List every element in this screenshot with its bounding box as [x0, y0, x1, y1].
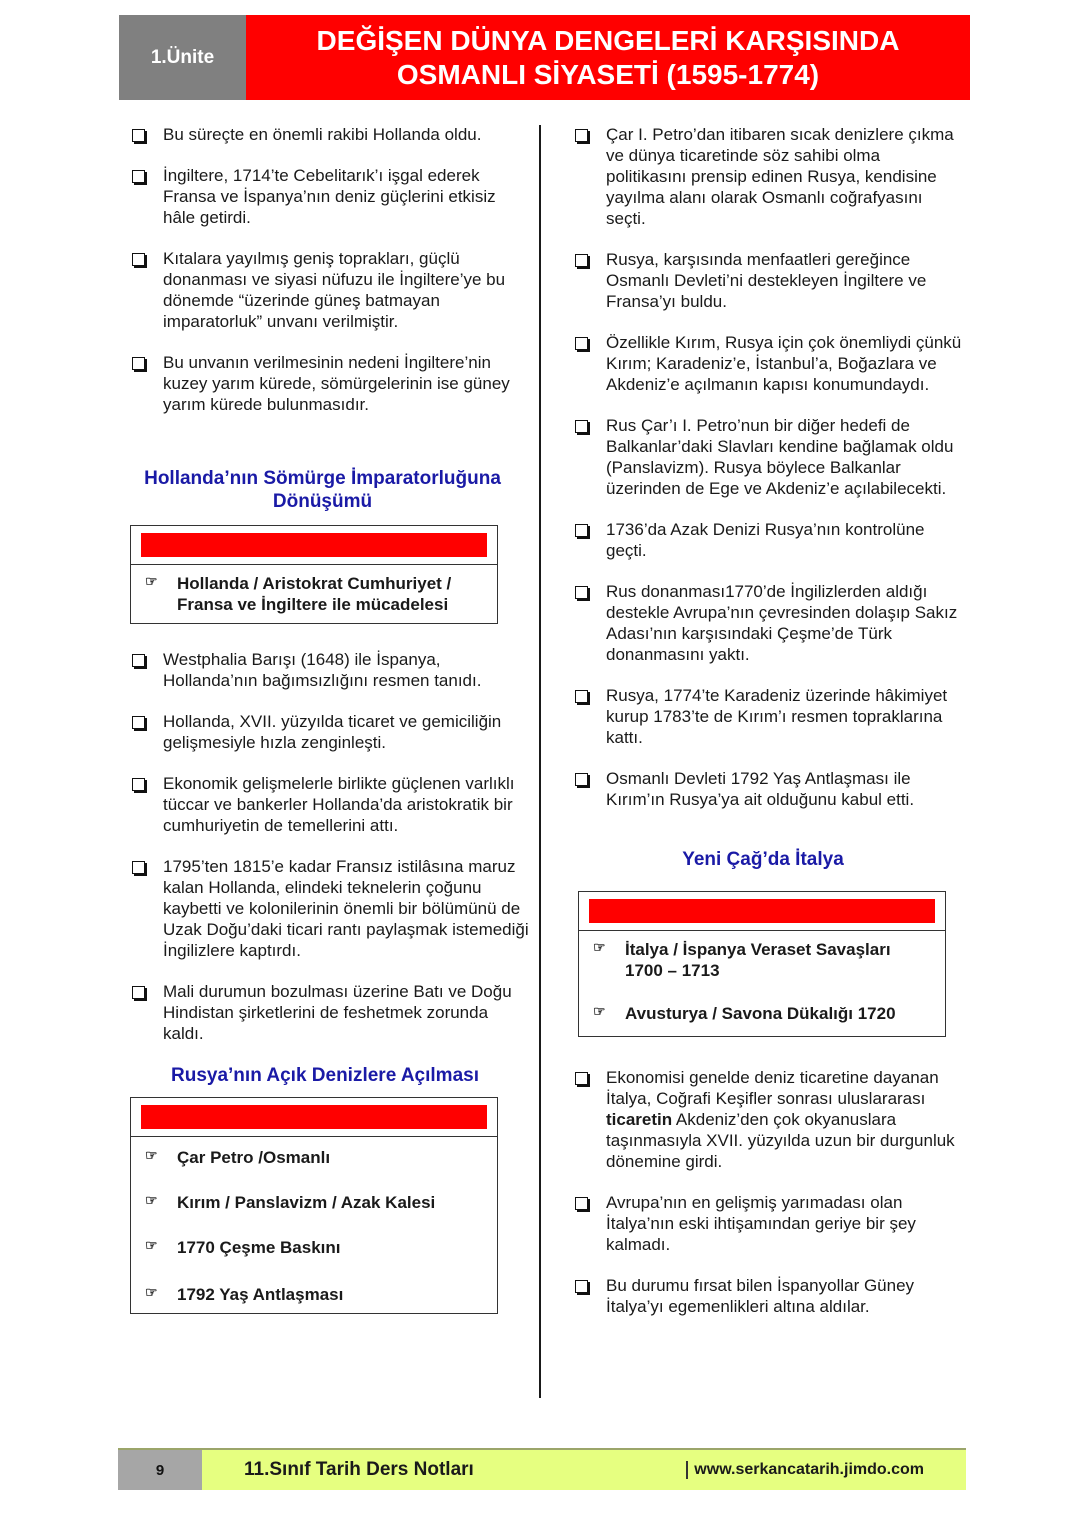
bullet-item	[130, 248, 530, 332]
section-title-line-2: Dönüşümü	[272, 491, 373, 512]
bullet-text: Bu unvanın verilmesinin nedeni İngiltere’nin kuzey yarım kürede, sömürgelerinin ise güney yarım kürede bulunmasıdır.	[163, 353, 510, 414]
page-title-line-1: DEĞİŞEN DÜNYA DENGELERİ KARŞISINDA	[316, 24, 900, 56]
bullet-item	[573, 768, 963, 810]
pointing-hand-icon: ☞	[593, 1003, 606, 1019]
bullet-text-part: Akdeniz’den çok okyanuslara taşınmasıyla XVII. yüzyılda uzun bir durgunluk dönemine girdi.	[606, 1110, 955, 1171]
section-title-russia: Rusya’nın Açık Denizlere Açılması	[171, 1065, 479, 1086]
pointing-hand-icon: ☞	[145, 1237, 158, 1253]
key-terms-list	[579, 931, 945, 1036]
bullet-item	[573, 124, 963, 229]
red-bar	[141, 1105, 487, 1129]
section-title-line-1: Hollanda’nın Sömürge İmparatorluğuna	[144, 468, 501, 489]
pointing-hand-icon: ☞	[145, 573, 158, 589]
bullet-item	[130, 352, 530, 415]
checkbox-square-icon	[132, 170, 145, 183]
bullet-text: Avrupa’nın en gelişmiş yarımadası olan İtalya’nın eski ihtişamından geriye bir şey kalmadı.	[606, 1193, 916, 1254]
bullet-item	[573, 249, 963, 312]
bullet-item	[130, 165, 530, 228]
key-term	[145, 573, 483, 615]
key-term	[145, 1147, 483, 1168]
checkbox-square-icon	[575, 524, 588, 537]
bullet-text: Westphalia Barışı (1648) ile İspanya, Hollanda’nın bağımsızlığını resmen tanıdı.	[163, 650, 482, 690]
unit-label: 1.Ünite	[119, 15, 246, 100]
footer-title: 11.Sınıf Tarih Ders Notları	[244, 1459, 474, 1480]
checkbox-square-icon	[575, 254, 588, 267]
red-bar	[589, 899, 935, 923]
red-bar	[141, 533, 487, 557]
checkbox-square-icon	[132, 357, 145, 370]
bullet-text: Özellikle Kırım, Rusya için çok önemliydi çünkü Kırım; Karadeniz’e, İstanbul’a, Boğazlara ve Akdeniz’e açılmanın kapısı konumundaydı.	[606, 333, 962, 394]
key-terms-box-italy	[578, 891, 946, 1037]
checkbox-square-icon	[132, 129, 145, 142]
key-term	[593, 939, 931, 981]
red-bar-wrap	[131, 526, 497, 565]
bullet-text: Mali durumun bozulması üzerine Batı ve Doğu Hindistan şirketlerini de feshetmek zorunda kaldı.	[163, 982, 512, 1043]
bullet-item	[130, 124, 530, 145]
bullet-item	[573, 685, 963, 748]
checkbox-square-icon	[132, 654, 145, 667]
bullet-text: Rus donanması1770’de İngilizlerden aldığı destekle Avrupa’nın çevresinden dolaşıp Sakız Adası’nın karşısındaki Çeşme’de Türk donanmasını yaktı.	[606, 582, 958, 664]
bullet-text: 1795’ten 1815’e kadar Fransız istilâsına maruz kalan Hollanda, elindeki teknelerin çoğunu kaybetti ve kolonilerinin önemli bir bölümünü de Uzak Doğu’daki ticari rantı paylaşmak istemediği İngilizlere kaptırdı.	[163, 857, 529, 960]
key-term-text: İtalya / İspanya Veraset Savaşları 1700 – 1713	[625, 940, 891, 980]
checkbox-square-icon	[132, 253, 145, 266]
bullet-item	[573, 1067, 963, 1172]
key-term	[145, 1284, 483, 1305]
checkbox-square-icon	[132, 778, 145, 791]
red-bar-wrap	[131, 1098, 497, 1137]
bullet-text: Rusya, 1774’te Karadeniz üzerinde hâkimiyet kurup 1783’te de Kırım’ı resmen topraklarına kattı.	[606, 686, 948, 747]
bullet-text: Rusya, karşısında menfaatleri gereğince Osmanlı Devleti’ni destekleyen İngiltere ve Fransa’yı buldu.	[606, 250, 927, 311]
key-term	[145, 1192, 483, 1213]
bullet-item	[573, 415, 963, 499]
bullet-text: Rus Çar’ı I. Petro’nun bir diğer hedefi de Balkanlar’daki Slavları kendine bağlamak oldu (Panslavizm). Rusya böylece Balkanlar üzerinden de Ege ve Akdeniz’e açılabilecekti.	[606, 416, 954, 498]
left-column	[130, 124, 530, 1314]
bullet-text: Kıtalara yayılmış geniş toprakları, güçlü donanması ve siyasi nüfuzu ile İngiltere’ye bu dönemde “üzerinde güneş batmayan imparatorluk” unvanı verilmiştir.	[163, 249, 506, 331]
checkbox-square-icon	[575, 586, 588, 599]
section-title-holland	[130, 467, 515, 513]
red-bar-wrap	[579, 892, 945, 931]
key-terms-box-russia	[130, 1097, 498, 1314]
bullet-text: Bu durumu fırsat bilen İspanyollar Güney İtalya’yı egemenlikleri altına aldılar.	[606, 1276, 915, 1316]
bullet-text	[606, 1067, 963, 1172]
key-term	[145, 1237, 483, 1258]
key-term	[593, 1003, 931, 1024]
bullet-item	[130, 773, 530, 836]
key-terms-list	[131, 565, 497, 623]
pointing-hand-icon: ☞	[145, 1147, 158, 1163]
section-title-italy: Yeni Çağ’da İtalya	[682, 849, 844, 870]
bullet-item	[573, 1275, 963, 1317]
page-footer	[118, 1448, 966, 1490]
checkbox-square-icon	[575, 129, 588, 142]
key-term-text: Avusturya / Savona Dükalığı 1720	[625, 1004, 896, 1023]
bullet-text: 1736’da Azak Denizi Rusya’nın kontrolüne geçti.	[606, 520, 925, 560]
key-term-text: 1770 Çeşme Baskını	[177, 1238, 341, 1257]
checkbox-square-icon	[575, 773, 588, 786]
bullet-text: Osmanlı Devleti 1792 Yaş Antlaşması ile Kırım’ın Rusya’ya ait olduğunu kabul etti.	[606, 769, 915, 809]
bullet-text-bold: ticaretin	[606, 1110, 673, 1129]
checkbox-square-icon	[132, 716, 145, 729]
bullet-item	[130, 711, 530, 753]
bullet-item	[130, 649, 530, 691]
key-term-text: Hollanda / Aristokrat Cumhuriyet / Fransa ve İngiltere ile mücadelesi	[177, 574, 452, 614]
column-divider	[539, 125, 541, 1398]
pointing-hand-icon: ☞	[145, 1192, 158, 1208]
checkbox-square-icon	[575, 1280, 588, 1293]
bullet-item	[130, 981, 530, 1044]
bullet-item	[573, 581, 963, 665]
key-term-text: 1792 Yaş Antlaşması	[177, 1285, 344, 1304]
pointing-hand-icon: ☞	[145, 1284, 158, 1300]
bullet-item	[573, 519, 963, 561]
bullet-item	[573, 332, 963, 395]
bullet-text: Çar I. Petro’dan itibaren sıcak denizlere çıkma ve dünya ticaretinde söz sahibi olma politikasını prensip edinen Rusya, kendisine yayılma alanı olarak Osmanlı coğrafyasını seçti.	[606, 125, 954, 228]
pointing-hand-icon: ☞	[593, 939, 606, 955]
bullet-item	[130, 856, 530, 961]
key-terms-list	[131, 1137, 497, 1313]
right-column	[573, 124, 963, 1337]
footer-band	[202, 1450, 966, 1490]
checkbox-square-icon	[575, 420, 588, 433]
key-term-text: Çar Petro /Osmanlı	[177, 1148, 331, 1167]
checkbox-square-icon	[132, 861, 145, 874]
bullet-item	[573, 1192, 963, 1255]
key-terms-box-holland	[130, 525, 498, 624]
checkbox-square-icon	[575, 1072, 588, 1085]
bullet-text: Bu süreçte en önemli rakibi Hollanda oldu.	[163, 125, 482, 144]
checkbox-square-icon	[575, 690, 588, 703]
bullet-text: İngiltere, 1714’te Cebelitarık’ı işgal ederek Fransa ve İspanya’nın deniz güçlerini etkisiz hâle getirdi.	[163, 166, 496, 227]
bullet-text: Ekonomik gelişmelerle birlikte güçlenen varlıklı tüccar ve bankerler Hollanda’da aristokratik bir cumhuriyetin de temellerini attı.	[163, 774, 515, 835]
footer-url: www.serkancatarih.jimdo.com	[686, 1461, 924, 1479]
checkbox-square-icon	[132, 986, 145, 999]
checkbox-square-icon	[575, 1197, 588, 1210]
checkbox-square-icon	[575, 337, 588, 350]
page-title	[246, 15, 970, 100]
page-number: 9	[118, 1450, 202, 1490]
page-title-line-2: OSMANLI SİYASETİ (1595-1774)	[396, 58, 820, 90]
key-term-text: Kırım / Panslavizm / Azak Kalesi	[177, 1193, 436, 1212]
bullet-text-part: Ekonomisi genelde deniz ticaretine dayanan İtalya, Coğrafi Keşifler sonrası uluslararası	[606, 1068, 939, 1108]
bullet-text: Hollanda, XVII. yüzyılda ticaret ve gemiciliğin gelişmesiyle hızla zenginleşti.	[163, 712, 502, 752]
